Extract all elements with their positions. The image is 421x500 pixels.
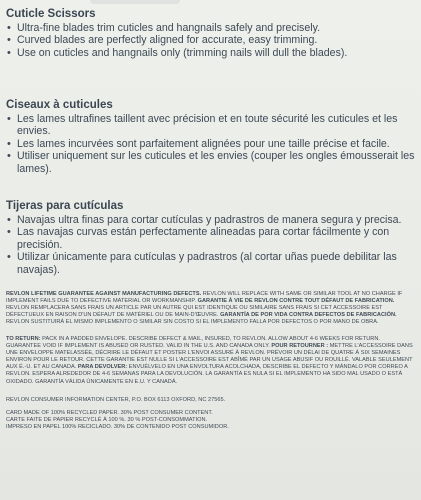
bullets-spanish: [6, 214, 415, 276]
consumer-info: [6, 397, 415, 404]
section-french: [6, 99, 415, 175]
list-item: • Les lames incurvées sont parfaitement alignées pour une taille précise et facile.: [6, 138, 415, 150]
return-paragraph: [6, 336, 415, 386]
heading-spanish: Tijeras para cutículas: [6, 200, 124, 212]
list-item: • Use on cuticles and hangnails only (trimming nails will dull the blades).: [6, 47, 415, 59]
list-item: • Les lames ultrafines taillent avec précision et en toute sécurité les cuticules et les envies.: [6, 113, 415, 138]
heading-french: Ciseaux à cuticules: [6, 99, 113, 111]
guarantee-text-en: REVLON WILL REPLACE WITH SAME OR SIMILAR TOOL AT NO CHARGE IF IMPLEMENT FAILS DUE TO DEFECTIVE MATERIAL OR WORKMANSHIP.: [6, 291, 403, 305]
consumer-info-text: REVLON CONSUMER INFORMATION CENTER, P.O. BOX 6113 OXFORD, NC 27565.: [6, 397, 226, 403]
guarantee-text-es: REVLON SUSTITUIRÁ EL MISMO IMPLEMENTO O SIMILAR SIN COSTO SI EL IMPLEMENTO FALLA POR DEFECTOS O POR MANO DE OBRA.: [6, 319, 379, 326]
section-english: [6, 8, 415, 59]
return-text-en: PACK IN A PADDED ENVELOPE. DESCRIBE DEFECT & MAIL, INSURED, TO REVLON. ALLOW ABOUT 4-6 WEEKS FOR RETURN. GUARANTEE VOID IF IMPLEMENT IS ABUSED OR RUSTED. VALID IN THE U.S. AND CANADA ONLY.: [6, 336, 380, 350]
list-item: • Ultra-fine blades trim cuticles and hangnails safely and precisely.: [6, 22, 415, 34]
return-lead-fr: POUR RETOURNER :: [271, 343, 329, 350]
list-item: • Las navajas curvas están perfectamente alineadas para cortar fácilmente y con precisión.: [6, 226, 415, 251]
guarantee-text-fr: REVLON REMPLACERA SANS FRAIS UN ARTICLE PAR UN AUTRE QUI EST IDENTIQUE OU SIMILAIRE SANS FRAIS SI CET ACCESSOIRE EST DÉFECTUEUX EN RAISON D'UN DÉFAUT DE MATÉRIEL OU DE MAIN-D'ŒUVRE.: [6, 305, 383, 319]
recycled-note-es: IMPRESO EN PAPEL 100% RECICLADO. 30% DE CONTENIDO POST CONSUMIDOR.: [6, 424, 229, 431]
recycled-note-fr: CARTE FAITE DE PAPIER RECYCLÉ À 100 %. 30 % POST-CONSOMMATION.: [6, 417, 208, 424]
return-text-fr: METTRE L'ACCESSOIRE DANS UNE ENVELOPPE MATELASSÉE, DÉCRIRE LE DÉFAUT ET POSTER L'ENVOI ASSURÉ À REVLON. PRÉVOIR UN DÉLAI DE QUATRE À SIX SEMAINES ENVIRON POUR LE RETOUR. CETTE GARANTIE EST NULLE SI L'ACCESSOIRE EST ABÎMÉ PAR UN USAGE ABUSIF OU ROUILLÉ. VALABLE SEULEMENT AUX É.-U. ET AU CANADA.: [6, 343, 413, 371]
guarantee-paragraph: [6, 291, 415, 326]
recycled-note-en: CARD MADE OF 100% RECYCLED PAPER. 30% POST CONSUMER CONTENT.: [6, 410, 213, 416]
return-text-es: ENVUÉLVELO EN UNA ENVOLTURA ACOLCHADA, DESCRIBE EL DEFECTO Y MÁNDALO POR CORREO A REVLON. ESPERA ALREDEDOR DE 4-6 SEMANAS PARA LA DEVOLUCIÓN. LA GARANTÍA ES NULA SI EL IMPLEMENTO HA SIDO MAL USADO O ESTÁ OXIDADO. GARANTÍA VÁLIDA ÚNICAMENTE EN E.U. Y CANADÁ.: [6, 364, 408, 385]
return-lead-es: PARA DEVOLVER:: [77, 364, 128, 371]
guarantee-lead-es: GARANTÍA DE POR VIDA CONTRA DEFECTOS DE FABRICACIÓN.: [220, 312, 397, 319]
card-hang-tab-edge: [90, 0, 180, 4]
list-item: • Utiliser uniquement sur les cuticules et les envies (couper les ongles émousserait les lames).: [6, 150, 415, 175]
bullets-english: [6, 22, 415, 59]
list-item: • Curved blades are perfectly aligned for accurate, easy trimming.: [6, 34, 415, 46]
bullets-french: [6, 113, 415, 175]
guarantee-lead: REVLON LIFETIME GUARANTEE AGAINST MANUFACTURING DEFECTS.: [6, 291, 202, 297]
recycled-paper-notes: [6, 410, 415, 431]
section-spanish: [6, 200, 415, 276]
heading-english: Cuticle Scissors: [6, 8, 96, 20]
list-item: • Navajas ultra finas para cortar cutículas y padrastros de manera segura y precisa.: [6, 214, 415, 226]
return-lead: TO RETURN:: [6, 336, 41, 342]
list-item: • Utilizar únicamente para cutículas y padrastros (al cortar uñas puede debilitar las navajas).: [6, 251, 415, 276]
guarantee-lead-fr: GARANTIE À VIE DE REVLON CONTRE TOUT DÉFAUT DE FABRICATION.: [197, 298, 395, 305]
